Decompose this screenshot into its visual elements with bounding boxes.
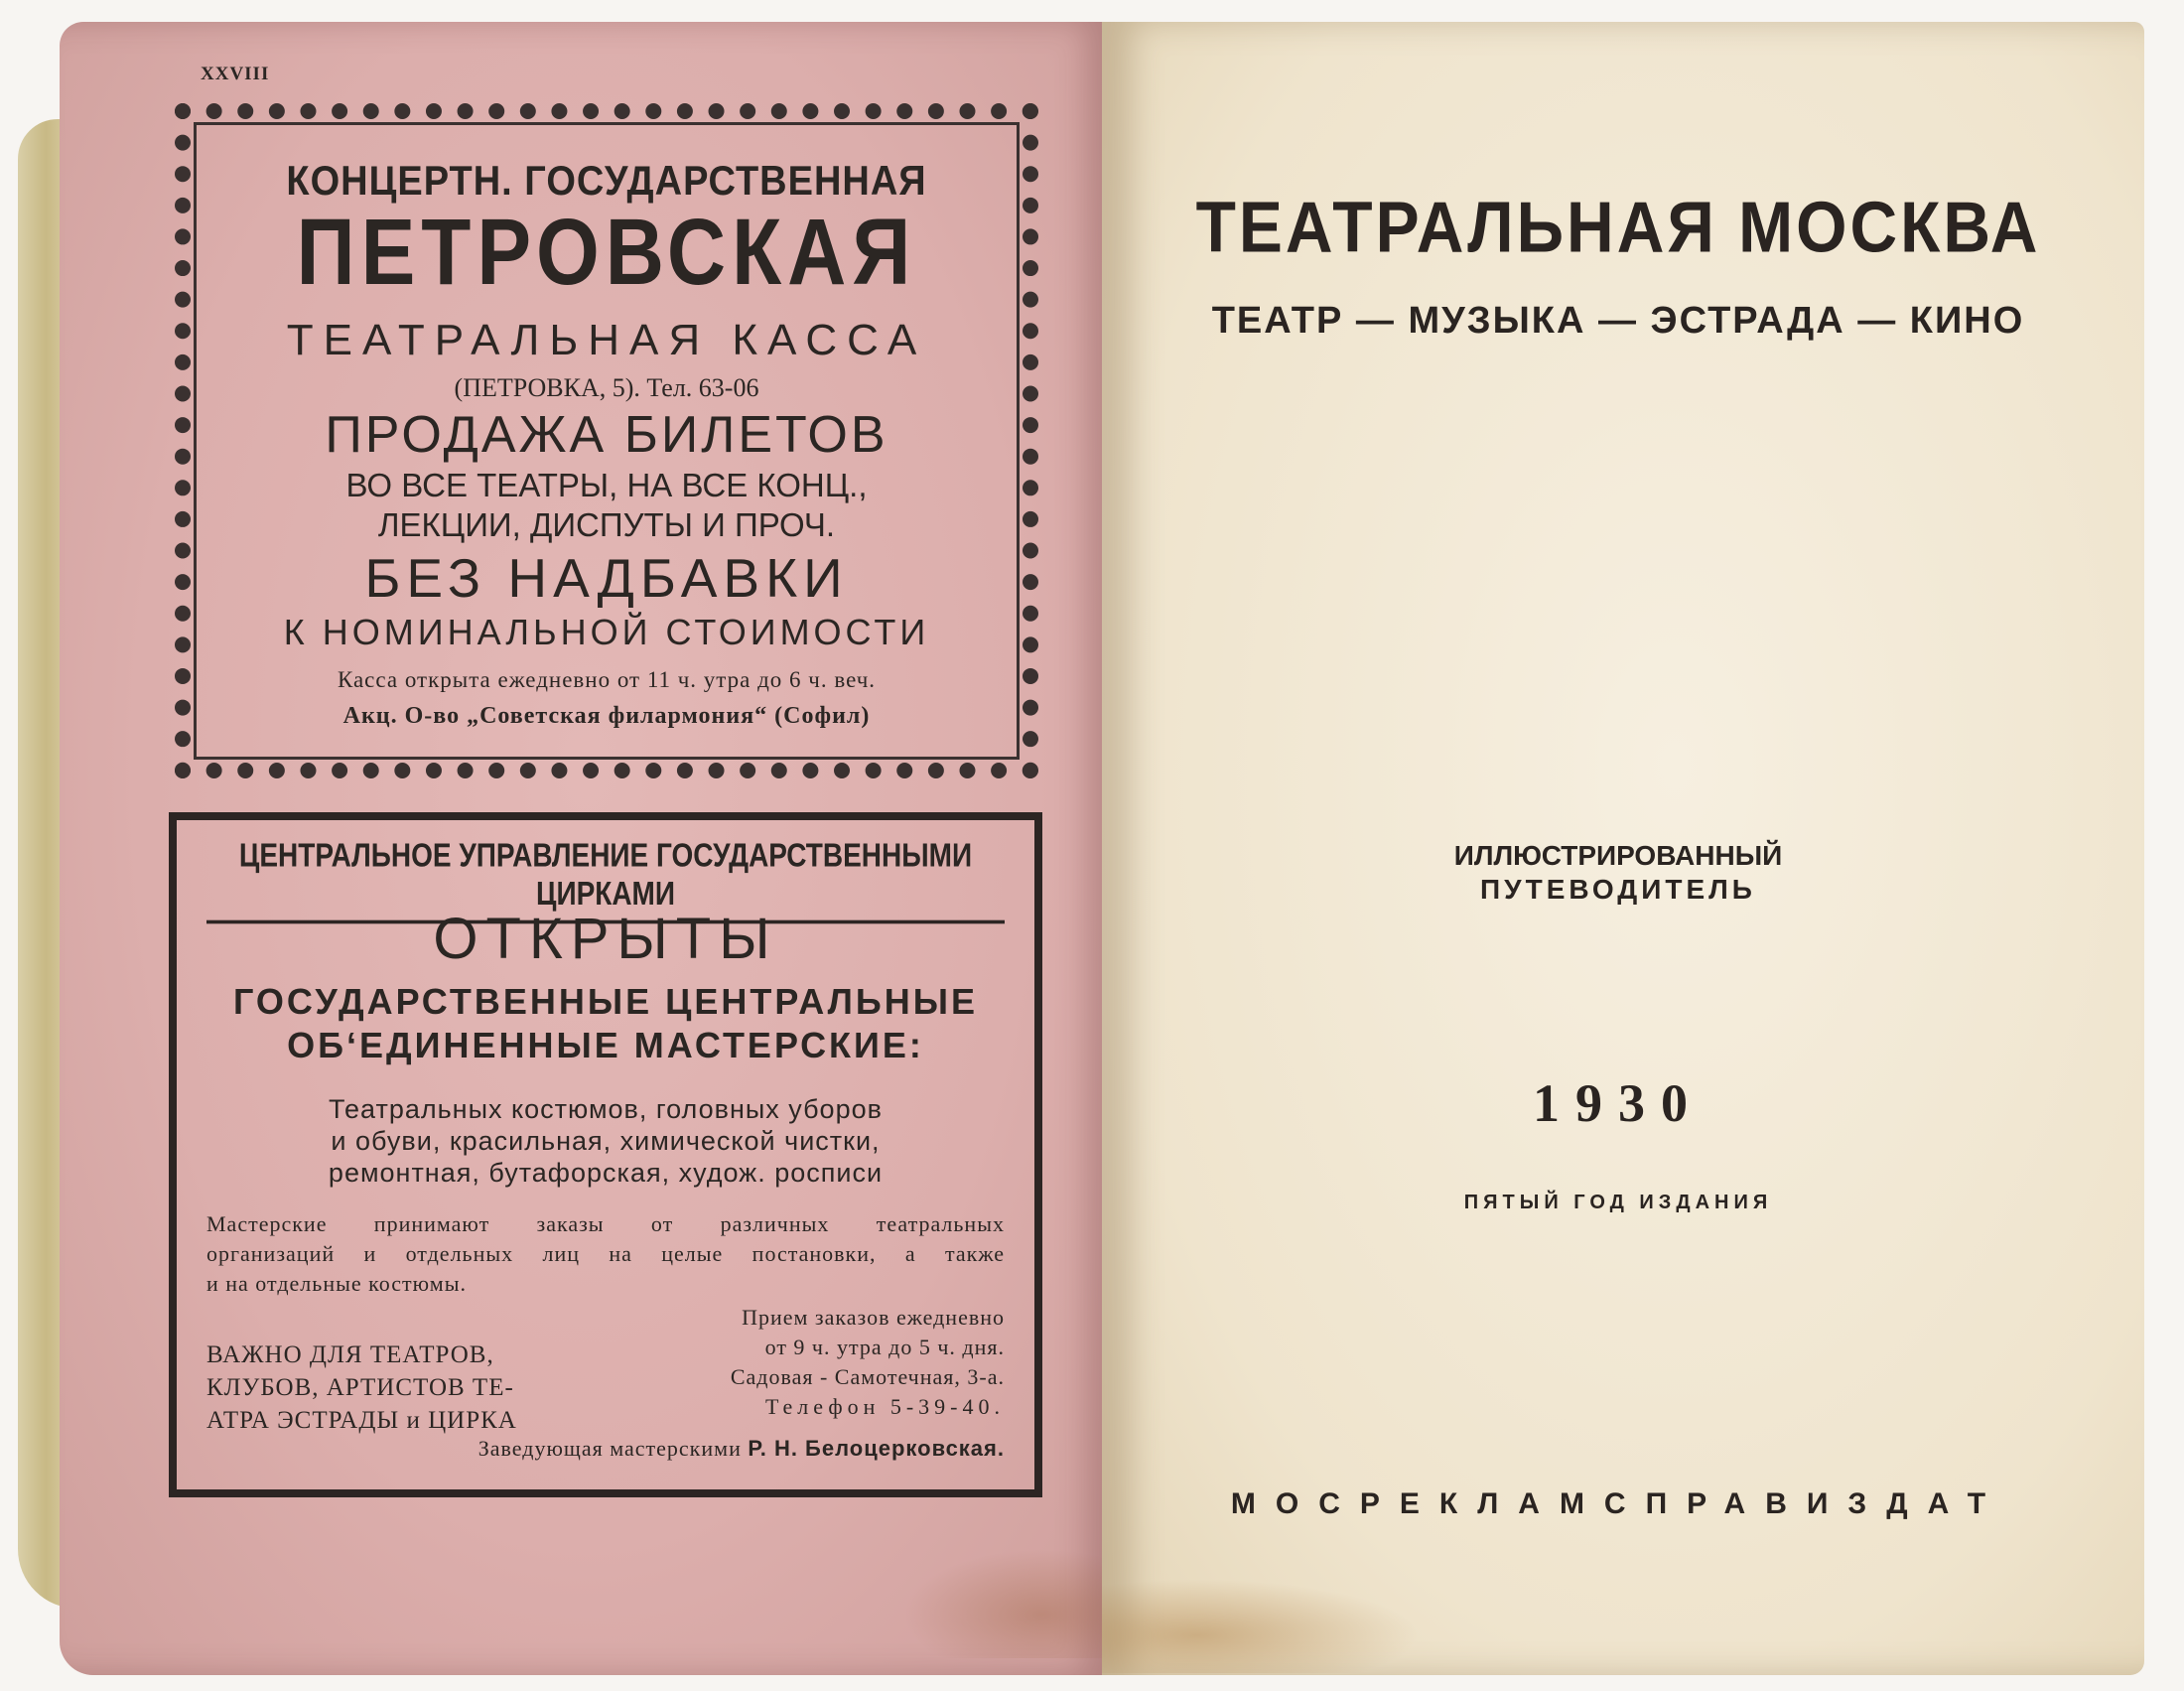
book-title: ТЕАТРАЛЬНАЯ МОСКВА bbox=[1195, 186, 2041, 267]
ad-name: ПЕТРОВСКАЯ bbox=[296, 201, 917, 305]
ad-orders-1: Прием заказов ежедневно bbox=[742, 1305, 1005, 1330]
ad-orders-4: Телефон 5-39-40. bbox=[764, 1394, 1005, 1419]
book-guide: ПУТЕВОДИТЕЛЬ bbox=[1480, 874, 1756, 905]
ad-subtitle: ТЕАТРАЛЬНАЯ КАССА bbox=[286, 316, 927, 364]
ad-manager-name: Р. Н. Белоцерковская. bbox=[748, 1436, 1005, 1461]
ad-manager-label: Заведующая мастерскими bbox=[478, 1436, 742, 1461]
ad-paragraph-3: и на отдельные костюмы. bbox=[206, 1271, 467, 1296]
ad-important-1: ВАЖНО ДЛЯ ТЕАТРОВ, bbox=[206, 1341, 494, 1368]
ad-sale: ПРОДАЖА БИЛЕТОВ bbox=[325, 406, 888, 464]
book-edition: ПЯТЫЙ ГОД ИЗДАНИЯ bbox=[1463, 1192, 1773, 1213]
ad-header: ЦЕНТРАЛЬНОЕ УПРАВЛЕНИЕ ГОСУДАРСТВЕННЫМИ ЦИРКАМИ bbox=[206, 837, 1005, 924]
ad-important-2: КЛУБОВ, АРТИСТОВ ТЕ- bbox=[206, 1374, 514, 1401]
book-year: 1930 bbox=[1533, 1073, 1704, 1133]
ad-paragraph-1: Мастерские принимают заказы от различных театральных bbox=[206, 1211, 1005, 1236]
ad-top-line: КОНЦЕРТН. ГОСУДАРСТВЕННАЯ bbox=[286, 158, 927, 206]
ad-no-surcharge: БЕЗ НАДБАВКИ bbox=[364, 547, 849, 609]
ad-paragraph-2: организаций и отдельных лиц на целые постановки, а также bbox=[206, 1241, 1005, 1266]
water-stain bbox=[1102, 1579, 1420, 1673]
ad-open: ОТКРЫТЫ bbox=[433, 907, 778, 971]
book-subtitle: ТЕАТР — МУЗЫКА — ЭСТРАДА — КИНО bbox=[1211, 300, 2025, 342]
ad-title-2: ОБ‘ЕДИНЕННЫЕ МАСТЕРСКИЕ: bbox=[287, 1025, 924, 1065]
ad-title-1: ГОСУДАРСТВЕННЫЕ ЦЕНТРАЛЬНЫЕ bbox=[232, 981, 979, 1022]
ad-hours: Касса открыта ежедневно от 11 ч. утра до 6 ч. веч. bbox=[337, 667, 877, 692]
ad-services-3: ремонтная, бутафорская, худож. росписи bbox=[328, 1158, 884, 1188]
ad-orders-3: Садовая - Самотечная, 3-а. bbox=[730, 1364, 1005, 1389]
ad-line-2: ЛЕКЦИИ, ДИСПУТЫ И ПРОЧ. bbox=[377, 506, 836, 543]
ad-nominal: К НОМИНАЛЬНОЙ СТОИМОСТИ bbox=[283, 612, 930, 652]
ad-line-1: ВО ВСЕ ТЕАТРЫ, НА ВСЕ КОНЦ., bbox=[345, 467, 868, 503]
ad-address: (ПЕТРОВКА, 5). Тел. 63-06 bbox=[454, 373, 759, 402]
ad-manager bbox=[478, 1436, 1005, 1462]
ad-services-1: Театральных костюмов, головных уборов bbox=[329, 1094, 883, 1124]
ad-services-2: и обуви, красильная, химической чистки, bbox=[331, 1126, 881, 1156]
ad-organization: Акц. О-во „Советская филармония“ (Софил) bbox=[342, 703, 871, 729]
book-publisher: МОСРЕКЛАМСПРАВИЗДАТ bbox=[1230, 1487, 2006, 1520]
page-number: XXVIII bbox=[201, 64, 270, 84]
book-illustrated: ИЛЛЮСТРИРОВАННЫЙ bbox=[1453, 840, 1783, 871]
ticket-office-ad bbox=[175, 103, 1038, 778]
ad-orders-2: от 9 ч. утра до 5 ч. дня. bbox=[764, 1335, 1005, 1359]
workshops-ad bbox=[169, 812, 1042, 1497]
water-stain-left bbox=[903, 1549, 1102, 1658]
ad-important-3: АТРА ЭСТРАДЫ и ЦИРКА bbox=[206, 1407, 517, 1434]
